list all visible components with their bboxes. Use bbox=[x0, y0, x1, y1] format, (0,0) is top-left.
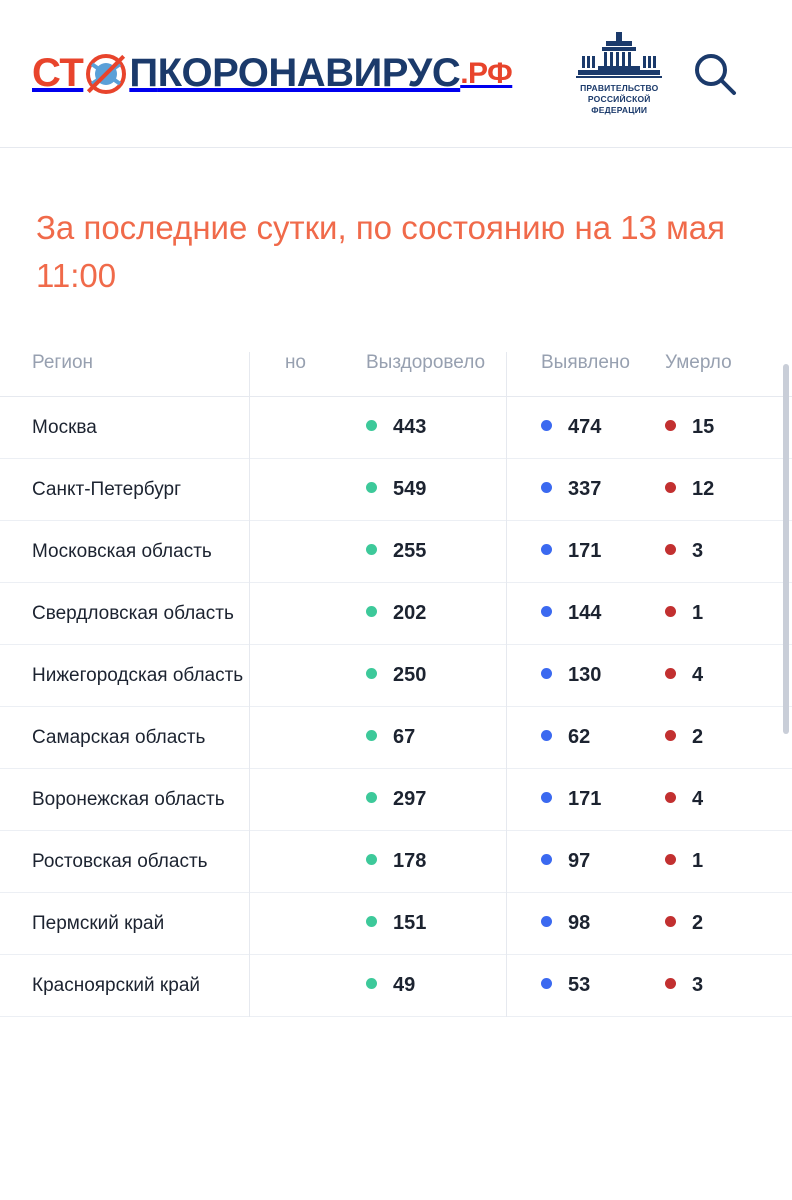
cell-sick bbox=[250, 707, 310, 769]
logo-text-rf: .РФ bbox=[460, 56, 513, 90]
cell-detected bbox=[525, 893, 665, 955]
recovered-dot-icon bbox=[366, 854, 377, 865]
recovered-value: 67 bbox=[393, 726, 416, 748]
column-divider-1 bbox=[249, 352, 250, 1017]
virus-icon bbox=[84, 52, 128, 96]
cell-detected bbox=[525, 769, 665, 831]
deaths-dot-icon bbox=[665, 482, 676, 493]
cell-region: Пермский край bbox=[0, 893, 250, 955]
recovered-value: 151 bbox=[393, 912, 427, 934]
government-emblem-text bbox=[580, 83, 658, 116]
cell-region: Воронежская область bbox=[0, 769, 250, 831]
site-logo[interactable] bbox=[32, 51, 512, 96]
column-header-region: Регион bbox=[0, 352, 250, 397]
recovered-value: 202 bbox=[393, 602, 427, 624]
table-row bbox=[0, 583, 792, 645]
table-row bbox=[0, 707, 792, 769]
deaths-dot-icon bbox=[665, 606, 676, 617]
cell-recovered bbox=[310, 769, 525, 831]
cell-deaths bbox=[665, 893, 792, 955]
table-row bbox=[0, 831, 792, 893]
detected-value: 130 bbox=[568, 664, 602, 686]
cell-detected bbox=[525, 397, 665, 459]
detected-dot-icon bbox=[541, 482, 552, 493]
cell-detected bbox=[525, 583, 665, 645]
deaths-value: 3 bbox=[692, 540, 704, 562]
detected-value: 144 bbox=[568, 602, 602, 624]
detected-dot-icon bbox=[541, 606, 552, 617]
recovered-dot-icon bbox=[366, 482, 377, 493]
deaths-dot-icon bbox=[665, 916, 676, 927]
detected-value: 53 bbox=[568, 974, 591, 996]
deaths-dot-icon bbox=[665, 668, 676, 679]
cell-recovered bbox=[310, 707, 525, 769]
cell-sick bbox=[250, 769, 310, 831]
gov-line-1: ПРАВИТЕЛЬСТВО bbox=[580, 82, 659, 93]
recovered-value: 443 bbox=[393, 416, 427, 438]
cell-recovered bbox=[310, 831, 525, 893]
deaths-value: 2 bbox=[692, 912, 704, 934]
table-header-row bbox=[0, 352, 792, 397]
cell-sick bbox=[250, 831, 310, 893]
cell-region: Нижегородская область bbox=[0, 645, 250, 707]
deaths-dot-icon bbox=[665, 730, 676, 741]
cell-deaths bbox=[665, 707, 792, 769]
cell-deaths bbox=[665, 459, 792, 521]
cell-sick bbox=[250, 459, 310, 521]
detected-dot-icon bbox=[541, 978, 552, 989]
column-divider-2 bbox=[506, 352, 507, 1017]
recovered-dot-icon bbox=[366, 544, 377, 555]
search-icon bbox=[692, 51, 738, 97]
deaths-value: 4 bbox=[692, 788, 704, 810]
cell-sick bbox=[250, 893, 310, 955]
cell-detected bbox=[525, 831, 665, 893]
cell-sick bbox=[250, 583, 310, 645]
detected-value: 171 bbox=[568, 788, 602, 810]
detected-value: 337 bbox=[568, 478, 602, 500]
column-header-detected: Выявлено bbox=[525, 352, 665, 397]
cell-region: Москва bbox=[0, 397, 250, 459]
recovered-value: 255 bbox=[393, 540, 427, 562]
deaths-dot-icon bbox=[665, 420, 676, 431]
stats-table-body bbox=[0, 397, 792, 1017]
cell-region: Московская область bbox=[0, 521, 250, 583]
cell-deaths bbox=[665, 831, 792, 893]
detected-value: 98 bbox=[568, 912, 591, 934]
page-title: За последние сутки, по состоянию на 13 мая 11:00 bbox=[36, 209, 726, 294]
cell-recovered bbox=[310, 645, 525, 707]
site-header bbox=[0, 0, 792, 148]
deaths-value: 1 bbox=[692, 850, 704, 872]
detected-value: 171 bbox=[568, 540, 602, 562]
stats-table-head bbox=[0, 352, 792, 397]
cell-sick bbox=[250, 397, 310, 459]
recovered-value: 297 bbox=[393, 788, 427, 810]
detected-dot-icon bbox=[541, 420, 552, 431]
recovered-dot-icon bbox=[366, 730, 377, 741]
deaths-value: 15 bbox=[692, 416, 715, 438]
detected-dot-icon bbox=[541, 916, 552, 927]
cell-recovered bbox=[310, 955, 525, 1017]
recovered-dot-icon bbox=[366, 916, 377, 927]
detected-dot-icon bbox=[541, 730, 552, 741]
recovered-value: 49 bbox=[393, 974, 416, 996]
cell-sick bbox=[250, 955, 310, 1017]
table-row bbox=[0, 645, 792, 707]
recovered-dot-icon bbox=[366, 420, 377, 431]
table-row bbox=[0, 955, 792, 1017]
cell-recovered bbox=[310, 521, 525, 583]
column-header-deaths: Умерло bbox=[665, 352, 792, 397]
cell-region: Санкт-Петербург bbox=[0, 459, 250, 521]
recovered-dot-icon bbox=[366, 792, 377, 803]
deaths-value: 3 bbox=[692, 974, 704, 996]
cell-detected bbox=[525, 459, 665, 521]
deaths-dot-icon bbox=[665, 978, 676, 989]
recovered-dot-icon bbox=[366, 978, 377, 989]
column-header-sick: но bbox=[250, 352, 310, 397]
table-row bbox=[0, 769, 792, 831]
cell-detected bbox=[525, 955, 665, 1017]
table-row bbox=[0, 521, 792, 583]
cell-region: Красноярский край bbox=[0, 955, 250, 1017]
gov-line-2: РОССИЙСКОЙ bbox=[587, 93, 651, 104]
cell-deaths bbox=[665, 645, 792, 707]
stats-table bbox=[0, 352, 792, 1017]
detected-value: 62 bbox=[568, 726, 591, 748]
gov-line-3: ФЕДЕРАЦИИ bbox=[591, 104, 648, 115]
deaths-value: 2 bbox=[692, 726, 704, 748]
recovered-dot-icon bbox=[366, 606, 377, 617]
cell-sick bbox=[250, 645, 310, 707]
stats-table-wrapper bbox=[0, 352, 792, 1017]
cell-region: Ростовская область bbox=[0, 831, 250, 893]
deaths-dot-icon bbox=[665, 792, 676, 803]
cell-deaths bbox=[665, 955, 792, 1017]
logo-text-p: П bbox=[129, 51, 158, 95]
detected-dot-icon bbox=[541, 668, 552, 679]
logo-text-coronavirus: КОРОНАВИРУС bbox=[157, 51, 461, 95]
cell-recovered bbox=[310, 893, 525, 955]
cell-recovered bbox=[310, 459, 525, 521]
deaths-dot-icon bbox=[665, 854, 676, 865]
cell-detected bbox=[525, 521, 665, 583]
detected-dot-icon bbox=[541, 792, 552, 803]
deaths-value: 4 bbox=[692, 664, 704, 686]
cell-recovered bbox=[310, 583, 525, 645]
recovered-dot-icon bbox=[366, 668, 377, 679]
column-header-recovered: Выздоровело bbox=[310, 352, 525, 397]
government-emblem bbox=[576, 32, 662, 116]
deaths-value: 1 bbox=[692, 602, 704, 624]
cell-region: Свердловская область bbox=[0, 583, 250, 645]
cell-deaths bbox=[665, 397, 792, 459]
cell-detected bbox=[525, 707, 665, 769]
government-building-icon bbox=[576, 32, 662, 78]
table-row bbox=[0, 397, 792, 459]
deaths-value: 12 bbox=[692, 478, 715, 500]
table-row bbox=[0, 459, 792, 521]
recovered-value: 549 bbox=[393, 478, 427, 500]
recovered-value: 250 bbox=[393, 664, 427, 686]
table-row bbox=[0, 893, 792, 955]
table-scrollbar[interactable] bbox=[783, 364, 789, 734]
detected-value: 97 bbox=[568, 850, 591, 872]
cell-deaths bbox=[665, 521, 792, 583]
cell-detected bbox=[525, 645, 665, 707]
recovered-value: 178 bbox=[393, 850, 427, 872]
deaths-dot-icon bbox=[665, 544, 676, 555]
logo-text-st: СТ bbox=[32, 51, 84, 95]
detected-dot-icon bbox=[541, 854, 552, 865]
detected-dot-icon bbox=[541, 544, 552, 555]
search-button[interactable] bbox=[692, 51, 738, 97]
cell-deaths bbox=[665, 583, 792, 645]
cell-sick bbox=[250, 521, 310, 583]
detected-value: 474 bbox=[568, 416, 602, 438]
cell-region: Самарская область bbox=[0, 707, 250, 769]
cell-deaths bbox=[665, 769, 792, 831]
cell-recovered bbox=[310, 397, 525, 459]
